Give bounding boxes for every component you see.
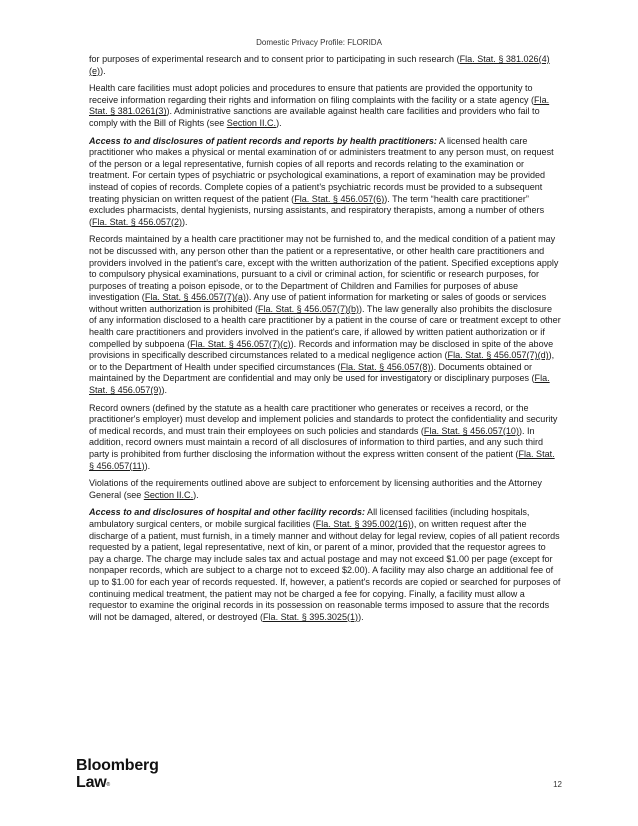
page-header: Domestic Privacy Profile: FLORIDA [256, 38, 382, 47]
citation-link[interactable]: Section II.C. [143, 489, 194, 500]
citation-link[interactable]: Fla. Stat. § 381.026(4)(e) [89, 54, 550, 76]
paragraph-text: A licensed health care practitioner who makes a physical or mental examination of or administers treatment to any person must, on request of the person or a legal representative, furnish copies of all reports and records relating to the examination or treatment. For certain types of psychiatric or psychological examinations, a report of examination may be provided instead of copies of records. Complete copies of a patient's psychiatric records must be provided to a subsequent treating physician on written request of the patient ( [89, 135, 554, 204]
citation-link[interactable]: Fla. Stat. § 456.057(6) [294, 193, 385, 204]
citation-link[interactable]: Fla. Stat. § 456.057(8) [340, 361, 431, 372]
paragraph-text: Record owners (defined by the statute as a health care practitioner who generates or receives a record, or the practitioner's employer) must develop and implement policies and standards to protect the confidentiality and security of medical records, and must train their employees on such policies and standards ( [89, 402, 558, 436]
paragraph-text: ). In addition, record owners must maintain a record of all disclosures of information to third parties, and any such third party is prohibited from further disclosing the information without the express written consent of the patient ( [89, 425, 544, 459]
paragraph [89, 136, 561, 229]
citation-link[interactable]: Fla. Stat. § 456.057(7)(d) [447, 350, 549, 361]
logo-trademark: ® [106, 782, 111, 788]
paragraph-text: ). [276, 117, 282, 128]
citation-link[interactable]: Fla. Stat. § 456.057(7)(c) [190, 338, 291, 349]
paragraph [89, 54, 561, 77]
bloomberg-law-logo [76, 757, 159, 794]
citation-link[interactable]: Fla. Stat. § 395.3025(1) [263, 611, 359, 622]
page-number: 12 [553, 780, 562, 789]
paragraph-text: ). The term “health care practitioner” excludes pharmacists, dental hygienists, nursing assistants, and respiratory therapists, among a number of others ( [89, 193, 545, 227]
paragraph [89, 403, 561, 473]
paragraph-text: Violations of the requirements outlined above are subject to enforcement by licensing authorities and the Attorney General (see [89, 478, 542, 500]
paragraph [89, 83, 561, 129]
paragraph-text: ). [193, 489, 199, 500]
paragraph-text: ). [161, 385, 167, 396]
paragraph-text: for purposes of experimental research and to consent prior to participating in such research ( [89, 54, 460, 64]
paragraph-text: ). Records and information may be disclosed in spite of the above provisions in specifically described circumstances related to a medical negligence action ( [89, 338, 554, 361]
paragraph-text: ). [182, 216, 188, 227]
citation-link[interactable]: Section II.C. [226, 117, 277, 128]
logo-line-1: Bloomberg [76, 757, 159, 774]
paragraph-text: ). Documents obtained or maintained by the Department are confidential and may only be used for investigatory or disciplinary purposes ( [89, 361, 535, 384]
logo-line-2 [76, 774, 159, 794]
citation-link[interactable]: Fla. Stat. § 456.057(9) [89, 373, 550, 396]
paragraph-text: ). Administrative sanctions are available against health care facilities and providers who fail to comply with the Bill of Rights (see [89, 106, 540, 128]
citation-link[interactable]: Fla. Stat. § 456.057(7)(a) [144, 292, 246, 303]
paragraph-text: ). [144, 460, 151, 471]
citation-link[interactable]: Fla. Stat. § 456.057(10) [423, 425, 519, 436]
section-lead-heading: Access to and disclosures of patient records and reports by health practitioners: [89, 135, 437, 146]
paragraph-text: ). Any use of patient information for marketing or sales of goods or services without written authorization is prohibited ( [89, 292, 547, 314]
logo-line-2-text: Law [76, 774, 107, 791]
citation-link[interactable]: Fla. Stat. § 456.057(2) [92, 216, 183, 227]
paragraph-text: All licensed facilities (including hospitals, ambulatory surgical centers, or mobile surgical facilities ( [89, 507, 530, 529]
paragraph-text: Records maintained by a health care practitioner may not be furnished to, and the medical condition of a patient may not be discussed with, any person other than the patient or a representative, or other health care practitioners and providers involved in the patient's care, except with the written authorization of the patient. Specified exceptions apply to compulsory physical examinations, pursuant to a civil or criminal action, for scientific or research purposes, for purposes of treating a poison episode, or to the Department of Children and Families for purposes of abuse investigation ( [89, 234, 559, 303]
paragraph [89, 234, 561, 396]
paragraph-text: ). The law generally also prohibits the disclosure of any information disclosed to a health care practitioner by a patient in the course of care or treatment except to other health care practitioners and providers involved in the patient's care, if allowed by written patient authorization or if compelled by subpoena ( [89, 303, 561, 349]
paragraph [89, 478, 561, 501]
citation-link[interactable]: Fla. Stat. § 395.002(16) [315, 518, 411, 529]
paragraph-text: Health care facilities must adopt policies and procedures to ensure that patients are provided the opportunity to receive information regarding their rights and information on filing complaints with the facility or a state agency ( [89, 83, 535, 105]
paragraph-text: ). [358, 611, 364, 622]
paragraph-text: ), on written request after the discharge of a patient, must furnish, in a timely manner and without delay for legal review, copies of all patient records requested by a patient, legal representative, next of kin, or parent of a minor, provided that the requestor agrees to pay a charge. The charge may include sales tax and actual postage and may not exceed $1.00 per page (except for nonpaper records, which are subject to a charge not to exceed $2.00). A facility may also charge an additional fee of up to $1.00 for each year of records requested. If, however, a patient's records are copied or searched for purposes of continuing medical treatment, the patient may not be charged a fee for copying. Finally, a facility must allow a requestor to examine the original records in its possession on reasonable terms imposed to assure that the records will not be damaged, altered, or destroyed ( [89, 518, 561, 622]
citation-link[interactable]: Fla. Stat. § 456.057(11) [89, 449, 555, 471]
section-lead-heading: Access to and disclosures of hospital and other facility records: [89, 507, 366, 518]
paragraph-text: ), or to the Department of Health under specified circumstances ( [89, 350, 555, 372]
citation-link[interactable]: Fla. Stat. § 456.057(7)(b) [257, 303, 360, 314]
document-body [89, 54, 561, 629]
paragraph [89, 507, 561, 623]
paragraph-text: ). [100, 65, 106, 76]
citation-link[interactable]: Fla. Stat. § 381.0261(3) [89, 94, 550, 117]
